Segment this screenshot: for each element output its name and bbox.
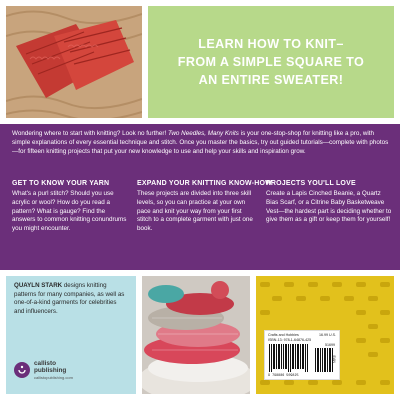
publisher-url: callistopublishing.com [34, 375, 73, 380]
headline-box [148, 6, 394, 118]
intro-paragraph [12, 130, 390, 157]
column-projects-heading: PROJECTS YOU'LL LOVE [266, 180, 356, 187]
barcode-main-icon [269, 344, 309, 372]
intro-part-1: Wondering where to start with knitting? Look no further! [12, 130, 168, 137]
barcode-isbn: ISBN-13: 978-1-64876-425 [268, 338, 312, 342]
column-yarn [12, 180, 128, 234]
barcode-category: Crafts and Hobbies [268, 333, 299, 337]
author-bio-box [6, 276, 136, 394]
barcode-price-code: 51699 [325, 343, 335, 347]
author-bio-text: designs knitting patterns for many companies, as well as one-of-a-kind garments for celebrities and influencers. [14, 282, 125, 315]
barcode-price: 16.99 U.S. [319, 333, 336, 337]
publisher-text [34, 360, 73, 380]
barcode-price-icon [315, 348, 333, 372]
publisher-name-line-1: callisto [34, 360, 57, 367]
headline-line-1: LEARN HOW TO KNIT– [198, 37, 344, 51]
author-bio [14, 282, 128, 316]
barcode-number: 9 798886 509825 [268, 374, 299, 378]
mittens-illustration [6, 6, 142, 118]
column-know-how-body: These projects are divided into three skill levels, so you can practice at your own pace and knit your way from your first stitch to a complete garment with just one book. [137, 190, 253, 233]
publisher-logo [14, 360, 73, 380]
column-know-how-heading: EXPAND YOUR KNITTING KNOW-HOW [137, 180, 272, 187]
mittens-photo [6, 6, 142, 118]
knit-hats-photo [142, 276, 250, 394]
description-band [0, 124, 400, 270]
publisher-name-line-2: publishing [34, 367, 67, 374]
column-projects [266, 180, 392, 225]
headline-line-2: FROM A SIMPLE SQUARE TO [177, 55, 365, 69]
column-yarn-heading: GET TO KNOW YOUR YARN [12, 180, 110, 187]
barcode-side-code: EAN [331, 355, 336, 363]
barcode-box [264, 330, 340, 380]
column-know-how [137, 180, 272, 234]
author-name: QUAYLN STARK [14, 282, 63, 289]
book-title-italic: Two Needles, Many Knits [168, 130, 239, 137]
intro-part-2: is your one-stop-shop for knitting like a pro, with simple explanations of every essential technique and stitch. Once you master the basics, try out guided tutorials—complete with photos—for fifteen knitting projects that put your new knowledge to use and help your skills and inspiration grow. [12, 130, 389, 155]
column-projects-body: Create a Lapis Cinched Beanie, a Quartz Bias Scarf, or a Citrine Baby Basketweave Vest—the hardest part is deciding whether to give them as a gift or keep them for yourself! [266, 190, 392, 224]
column-yarn-body: What's a purl stitch? Should you use acrylic or wool? How do you read a pattern? What is gauge? Find the answers to common knitting conundrums you might encounter. [12, 190, 127, 233]
headline-line-3: AN ENTIRE SWEATER! [198, 73, 344, 87]
knit-hats-illustration [142, 276, 250, 394]
publisher-mark-icon [14, 362, 30, 378]
